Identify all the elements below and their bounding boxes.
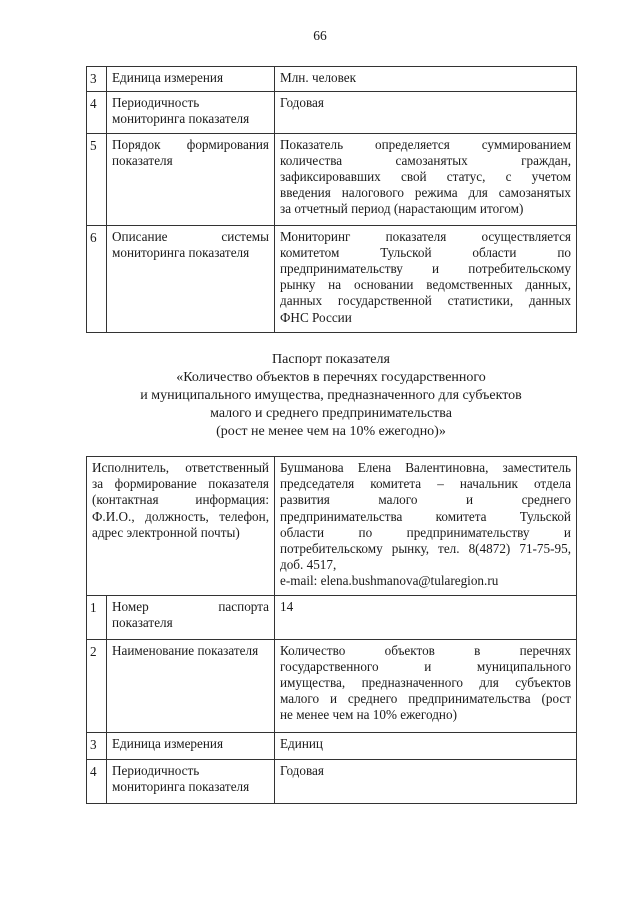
indicator-passport-table bbox=[86, 456, 577, 804]
passport-title-line: «Количество объектов в перечнях государственного bbox=[176, 370, 486, 385]
row-label: Единица измерения bbox=[107, 67, 275, 92]
row-number: 2 bbox=[87, 639, 107, 732]
passport-title-line: и муниципального имущества, предназначенного для субъектов bbox=[140, 388, 522, 403]
table-row bbox=[87, 457, 577, 596]
row-number: 4 bbox=[87, 759, 107, 803]
row-value: Количество объектов в перечнях государственного и муниципального имущества, предназначенного для субъектов малого и среднего предпринимательства (рост не менее чем на 10% ежегодно) bbox=[275, 639, 577, 732]
row-value: Годовая bbox=[275, 92, 577, 133]
table-row bbox=[87, 732, 577, 759]
page-number: 66 bbox=[313, 28, 327, 43]
row-number: 5 bbox=[87, 133, 107, 225]
row-label: Наименование показателя bbox=[107, 639, 275, 732]
email-link[interactable]: e-mail: elena.bushmanova@tularegion.ru bbox=[280, 573, 499, 589]
row-label: Периодичность мониторинга показателя bbox=[107, 759, 275, 803]
row-value: 14 bbox=[275, 595, 577, 639]
table-row bbox=[87, 133, 577, 225]
row-label: Периодичность мониторинга показателя bbox=[107, 92, 275, 133]
table-row bbox=[87, 225, 577, 332]
table-row bbox=[87, 595, 577, 639]
row-number: 4 bbox=[87, 92, 107, 133]
row-label: Описание системы мониторинга показателя bbox=[107, 225, 275, 332]
passport-title-line: (рост не менее чем на 10% ежегодно)» bbox=[216, 424, 446, 439]
row-value: Показатель определяется суммированием количества самозанятых граждан, зафиксировавших свой статус, с учетом введения налогового режима для самозанятых за отчетный период (нарастающим итогом) bbox=[275, 133, 577, 225]
row-label: Единица измерения bbox=[107, 732, 275, 759]
table-row bbox=[87, 67, 577, 92]
row-value: Млн. человек bbox=[275, 67, 577, 92]
executor-value: Бушманова Елена Валентиновна, заместитель председателя комитета – начальник отдела развития малого и среднего предпринимательства комитета Тульской области по предпринимательству и потребительскому рынку, тел. 8(4872) 71-75-95, доб. 4517, e-mail: elena.bushmanova@tularegion.ru bbox=[275, 457, 577, 596]
row-value: Годовая bbox=[275, 759, 577, 803]
passport-title-line: малого и среднего предпринимательства bbox=[210, 406, 452, 421]
table-row bbox=[87, 639, 577, 732]
row-number: 1 bbox=[87, 595, 107, 639]
row-number: 3 bbox=[87, 732, 107, 759]
table-row bbox=[87, 92, 577, 133]
row-value: Единиц bbox=[275, 732, 577, 759]
row-number: 6 bbox=[87, 225, 107, 332]
table-row bbox=[87, 759, 577, 803]
row-number: 3 bbox=[87, 67, 107, 92]
row-label: Номер паспорта показателя bbox=[107, 595, 275, 639]
passport-title-line: Паспорт показателя bbox=[272, 352, 390, 367]
executor-label: Исполнитель, ответственный за формирование показателя (контактная информация: Ф.И.О., должность, телефон, адрес электронной почты) bbox=[87, 457, 275, 596]
row-value: Мониторинг показателя осуществляется комитетом Тульской области по предпринимательству и потребительскому рынку на основании ведомственных данных, данных государственной статистики, данных ФНС России bbox=[275, 225, 577, 332]
passport-title bbox=[86, 351, 576, 441]
row-label: Порядок формирования показателя bbox=[107, 133, 275, 225]
indicator-table-continued bbox=[86, 66, 577, 333]
